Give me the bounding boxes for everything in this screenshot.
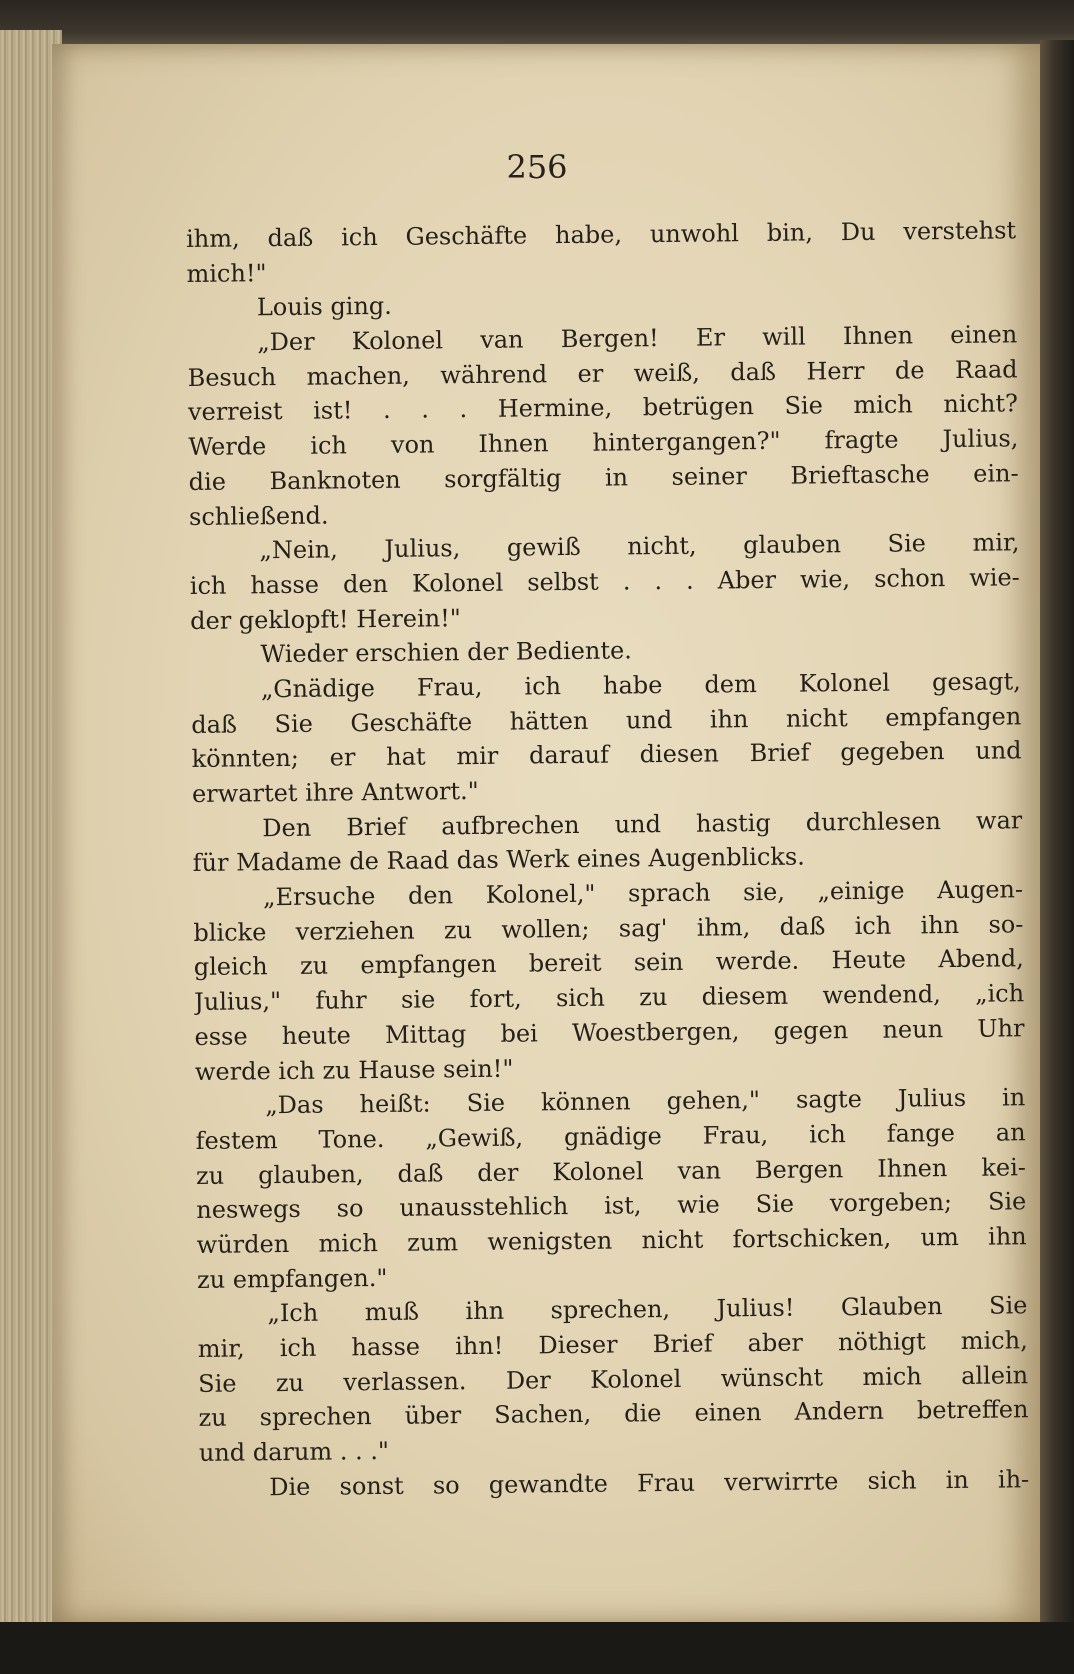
book-gutter-shadow [1040,40,1074,1630]
text-line: schließend. [188,501,329,531]
text-line: zu glauben, daß der Kolonel van Bergen Ihnen kei- [195,1152,1027,1190]
text-line: die Banknoten sorgfältig in seiner Brieftasche ein- [188,459,1019,496]
text-line: Louis ging. [256,292,392,322]
text-line: Den Brief aufbrechen und hastig durchlesen war [262,805,1023,842]
text-line: und darum . . ." [198,1437,390,1467]
text-line: könnten; er hat mir darauf diesen Brief gegeben und [191,736,1022,774]
text-line: „Gnädige Frau, ich habe dem Kolonel gesagt, [260,667,1022,704]
text-line: ihm, daß ich Geschäfte habe, unwohl bin, Du verstehst [186,216,1017,253]
text-line: festem Tone. „Gewiß, gnädige Frau, ich fange an [195,1118,1026,1155]
text-line: Sie zu verlassen. Der Kolonel wünscht mich allein [198,1360,1029,1398]
text-line: gleich zu empfangen bereit sein werde. Heute Abend, [193,944,1024,982]
text-line: Wieder erschien der Bediente. [260,636,633,669]
book-top-edge [0,0,1074,46]
body-text [186,213,1030,1522]
text-line: daß Sie Geschäfte hätten und ihn nicht empfangen [191,701,1022,739]
text-line: der geklopft! Herein!" [190,603,462,635]
text-line: erwartet ihre Antwort." [191,776,479,808]
text-line: „Der Kolonel van Bergen! Er will Ihnen einen [257,320,1018,357]
text-line: mir, ich hasse ihn! Dieser Brief aber nöthigt mich, [197,1326,1028,1363]
text-line: blicke verziehen zu wollen; sag' ihm, daß ich ihn so- [193,910,1024,947]
text-line: Besuch machen, während er weiß, daß Herr de Raad [187,355,1018,392]
text-line: esse heute Mittag bei Woestbergen, gegen neun Uhr [194,1014,1025,1051]
text-line: „Ersuche den Kolonel," sprach sie, „einige Augen- [262,875,1024,912]
text-line: „Ich muß ihn sprechen, Julius! Glauben Sie [267,1291,1028,1328]
text-line: „Das heißt: Sie können gehen," sagte Julius in [265,1083,1026,1120]
text-line: verreist ist! . . . Hermine, betrügen Sie mich nicht? [187,389,1019,427]
text-line: zu empfangen." [196,1263,388,1294]
text-line: neswegs so unausstehlich ist, wie Sie vorgeben; Sie [196,1187,1027,1225]
text-line: Julius," fuhr sie fort, sich zu diesem wendend, „ich [194,979,1025,1017]
text-line: für Madame de Raad das Werk eines Augenblicks. [192,842,805,878]
text-line: Die sonst so gewandte Frau verwirrte sich in ih- [269,1464,1030,1501]
text-line: würden mich zum wenigsten nicht fortschicken, um ihn [196,1222,1027,1259]
text-line: mich!" [186,258,267,288]
text-line: werde ich zu Hause sein!" [194,1054,514,1086]
text-line: ich hasse den Kolonel selbst . . . Aber wie, schon wie- [189,563,1020,600]
text-line: zu sprechen über Sachen, die einen Andern betreffen [198,1395,1029,1433]
page-number: 256 [506,148,568,186]
text-line: „Nein, Julius, gewiß nicht, glauben Sie mir, [259,528,1020,565]
text-line: Werde ich von Ihnen hintergangen?" fragte Julius, [188,424,1019,462]
book-bottom-edge [0,1622,1074,1674]
